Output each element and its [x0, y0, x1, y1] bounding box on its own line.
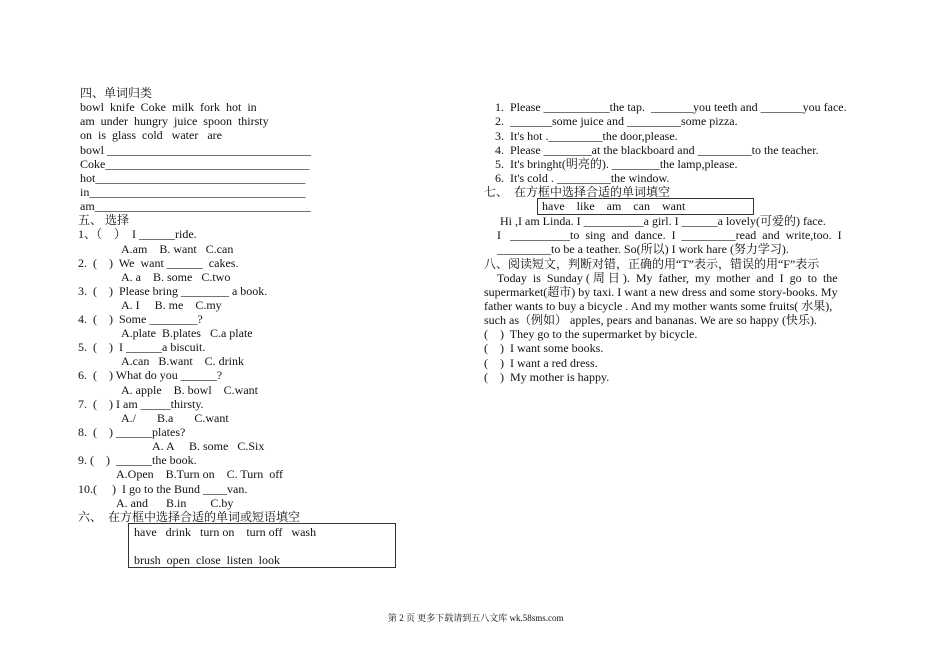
question-line: 6. ( ) What do you ______? — [78, 368, 223, 382]
option-line: A. I B. me C.my — [121, 298, 222, 312]
section-7-title: 七、 在方框中选择合适的单词填空 — [484, 185, 671, 199]
option-line: A.am B. want C.can — [121, 242, 234, 256]
fill-item: 4. Please ________at the blackboard and _________to the teacher. — [495, 143, 819, 157]
word-list-line: on is glass cold water are — [80, 128, 222, 142]
fill-item: 1. Please ___________the tap. _______you teeth and _______you face. — [495, 100, 847, 114]
option-line: A. A B. some C.Six — [152, 439, 265, 453]
passage-line: father wants to buy a bicycle . And my mother wants some fruits( 水果), — [484, 299, 833, 313]
option-line: A.can B.want C. drink — [121, 354, 244, 368]
category-line: Coke__________________________________ — [80, 157, 310, 171]
question-line: 7. ( ) I am _____thirsty. — [78, 397, 204, 411]
fill-item: 6. It's cold . _________the window. — [495, 171, 670, 185]
passage-line: supermarket(超市) by taxi. I want a new dress and some story-books. My — [484, 285, 838, 299]
passage-line: Hi ,I am Linda. I __________a girl. I ______a lovely(可爱的) face. — [500, 214, 826, 228]
passage-line: I __________to sing and dance. I _________read and write,too. I — [497, 228, 842, 242]
option-line: A. apple B. bowl C.want — [121, 383, 258, 397]
option-line: A. and B.in C.by — [116, 496, 234, 510]
question-line: 1、（ ） I ______ride. — [78, 227, 197, 241]
question-line: 9. ( ) ______the book. — [78, 453, 197, 467]
word-box-line: have like am can want — [542, 199, 686, 213]
option-line: A.plate B.plates C.a plate — [121, 326, 253, 340]
question-line: 3. ( ) Please bring ________ a book. — [78, 284, 268, 298]
page-footer: 第 2 页 更多下载请到五八文库 wk.58sms.com — [388, 613, 564, 623]
option-line: A. a B. some C.two — [121, 270, 231, 284]
section-6-title: 六、 在方框中选择合适的单词或短语填空 — [78, 510, 301, 524]
question-line: 2. ( ) We want ______ cakes. — [78, 256, 239, 270]
passage-line: such as（例如） apples, pears and bananas. We are so happy (快乐). — [484, 313, 818, 327]
question-line: 5. ( ) I ______a biscuit. — [78, 340, 206, 354]
passage-line: _________to be a teather. So(所以) I work hare (努力学习). — [497, 242, 789, 256]
word-list-line: am under hungry juice spoon thirsty — [80, 114, 269, 128]
fill-item: 3. It's hot ._________the door,please. — [495, 129, 678, 143]
category-line: am____________________________________ — [80, 199, 311, 213]
judge-item: ( ) My mother is happy. — [484, 370, 610, 384]
word-list-line: bowl knife Coke milk fork hot in — [80, 100, 257, 114]
section-4-title: 四、单词归类 — [80, 86, 153, 100]
category-line: bowl __________________________________ — [80, 143, 311, 157]
option-line: A./ B.a C.want — [121, 411, 229, 425]
category-line: in____________________________________ — [80, 185, 306, 199]
judge-item: ( ) They go to the supermarket by bicycle. — [484, 327, 698, 341]
section-8-title: 八、阅读短文，判断对错，正确的用“T”表示，错误的用“F”表示 — [484, 257, 820, 271]
fill-item: 5. It's bringht(明亮的). ________the lamp,please. — [495, 157, 738, 171]
question-line: 10.( ) I go to the Bund ____van. — [78, 482, 248, 496]
category-line: hot___________________________________ — [80, 171, 306, 185]
judge-item: ( ) I want a red dress. — [484, 356, 598, 370]
question-line: 4. ( ) Some ________? — [78, 312, 203, 326]
word-box-line: brush open close listen look — [134, 553, 280, 567]
word-box-line: have drink turn on turn off wash — [134, 525, 317, 539]
option-line: A.Open B.Turn on C. Turn off — [116, 467, 284, 481]
question-line: 8. ( ) ______plates? — [78, 425, 186, 439]
judge-item: ( ) I want some books. — [484, 341, 604, 355]
passage-line: Today is Sunday ( 周 日 ). My father, my mother and I go to the — [497, 271, 838, 285]
section-5-title: 五、 选择 — [78, 213, 130, 227]
fill-item: 2. _______some juice and _________some pizza. — [495, 114, 738, 128]
